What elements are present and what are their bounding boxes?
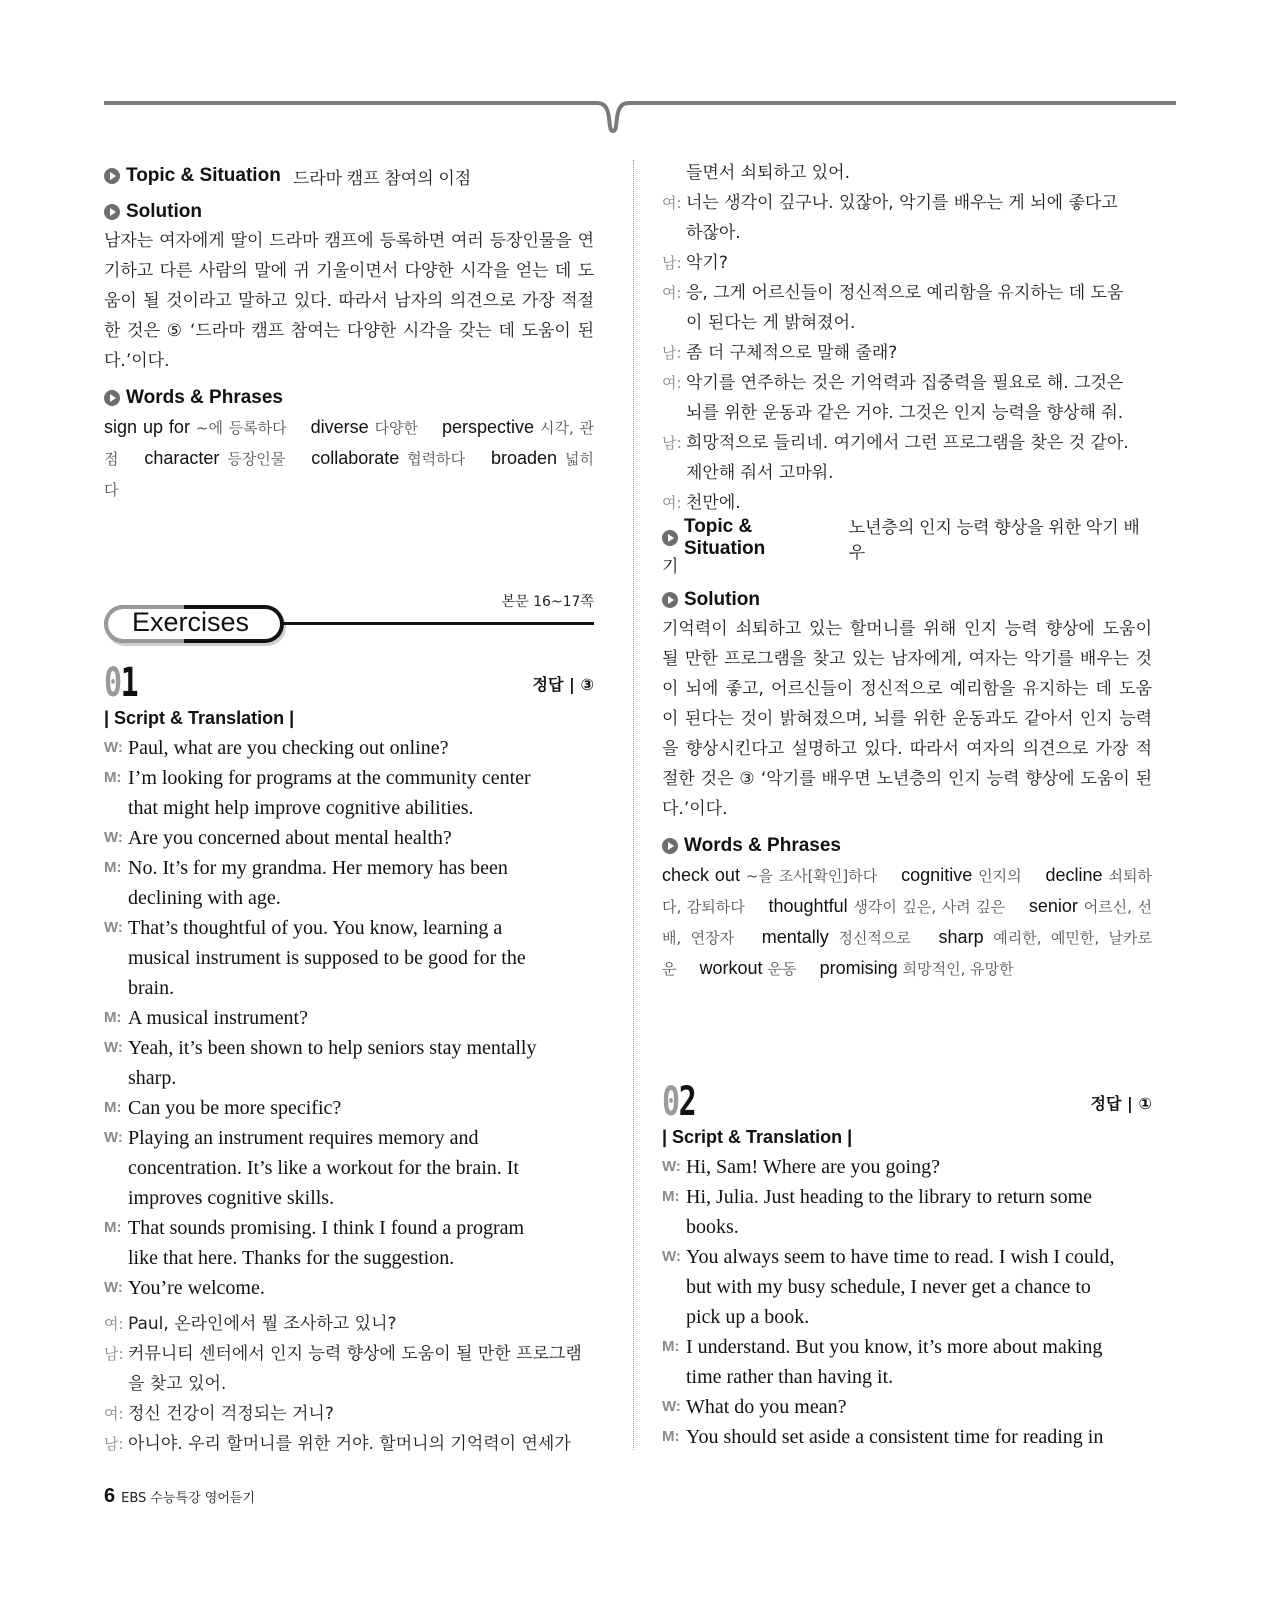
script-english: W: Paul, what are you checking out online? M: I’m looking for programs at the community center that might help improve cognitive abilities. W: Are you concerned about mental health? M: No. It’s for my grandma. Her memory has been declining with age. W: That’s thoughtful of you. You know, learning a musical instrument is supposed to be good for the brain. M: A musical instrument? W: Yeah, it’s been shown to help seniors stay mentally sharp. M: Can you be more specific? W: Playing an instrument requires memory and concentration. It’s like a workout for the brain. It improves cognitive skills. M: That sounds promising. I think I found a program like that here. Thanks for the suggestion. W: You’re welcome. (104, 733, 594, 1303)
top-decorative-rule (104, 96, 1176, 146)
play-bullet-icon (104, 168, 120, 184)
dialogue-line: 여: 너는 생각이 깊구나. 있잖아, 악기를 배우는 게 뇌에 좋다고 (662, 193, 1118, 213)
question-header-02 (662, 1074, 1152, 1125)
dialogue-line: W: That’s thoughtful of you. You know, learning a (104, 917, 503, 939)
exercises-banner (104, 594, 594, 649)
dialogue-line: M: No. It’s for my grandma. Her memory has been (104, 857, 508, 879)
dialogue-line: M: That sounds promising. I think I found a program (104, 1217, 525, 1239)
dialogue-line: 남: 커뮤니티 센터에서 인지 능력 향상에 도움이 될 만한 프로그램 (104, 1344, 582, 1364)
dialogue-line: M: A musical instrument? (104, 1007, 308, 1029)
solution-heading: Solution (662, 586, 1152, 614)
solution-text: 기억력이 쇠퇴하고 있는 할머니를 위해 인지 능력 향상에 도움이 될 만한 프로그램을 찾고 있는 남자에게, 여자는 악기를 배우는 것이 뇌에 좋고, 어르신들이 정신적으로 예리함을 유지하는 데 도움이 된다는 것이 밝혀졌으며, 뇌를 위한 운동과도 같아서 인지 능력을 향상시킨다고 설명하고 있다. 따라서 여자의 의견으로 가장 적절한 것은 ③ ‘악기를 배우면 노년층의 인지 능력 향상에 도움이 된다.’이다. (662, 619, 1152, 819)
dialogue-line: M: I’m looking for programs at the community center (104, 767, 531, 789)
question-header-01 (104, 655, 594, 706)
script-english: W: Hi, Sam! Where are you going? M: Hi, Julia. Just heading to the library to return some books. W: You always seem to have time to read. I wish I could, but with my busy schedule, I never get a chance to pick up a book. M: I understand. But you know, it’s more about making time rather than having it. W: What do you mean? M: You should set aside a consistent time for reading in (662, 1152, 1152, 1452)
dialogue-line: 남: 아니야. 우리 할머니를 위한 거야. 할머니의 기억력이 연세가 (104, 1434, 571, 1454)
words-phrases-heading: Words & Phrases (662, 832, 1152, 860)
play-bullet-icon (104, 204, 120, 220)
script-translation-heading: | Script & Translation | (104, 708, 295, 728)
topic-value: 드라마 캠프 참여의 이점 (292, 168, 472, 188)
right-column (662, 158, 1152, 1452)
script-korean: 여: Paul, 온라인에서 뭘 조사하고 있니? 남: 커뮤니티 센터에서 인지 능력 향상에 도움이 될 만한 프로그램 을 찾고 있어. 여: 정신 건강이 걱정되는 거니? 남: 아니야. 우리 할머니를 위한 거야. 할머니의 기억력이 연세가 (104, 1309, 594, 1459)
topic-situation-heading: Topic & Situation 노년층의 인지 능력 향상을 위한 악기 배우 (662, 524, 1152, 552)
vocabulary-list: sign up for ~에 등록하다 diverse 다양한 perspective 시각, 관점 character 등장인물 collaborate 협력하다 broaden 넓히다 (104, 417, 594, 499)
dialogue-line: 남: 악기? (662, 253, 728, 273)
dialogue-line: W: What do you mean? (662, 1396, 847, 1418)
dialogue-line: W: Paul, what are you checking out online? (104, 737, 449, 759)
dialogue-line: M: You should set aside a consistent time for reading in (662, 1426, 1104, 1448)
page-number: 6 (104, 1485, 116, 1507)
dialogue-line: M: Hi, Julia. Just heading to the library to return some (662, 1186, 1093, 1208)
dialogue-line: 여: Paul, 온라인에서 뭘 조사하고 있니? (104, 1314, 397, 1334)
words-phrases-heading: Words & Phrases (104, 384, 594, 412)
play-bullet-icon (662, 838, 678, 854)
dialogue-line: 여: 천만에. (662, 493, 741, 513)
book-title: EBS 수능특강 영어듣기 (121, 1491, 256, 1506)
dialogue-line: 여: 정신 건강이 걱정되는 거니? (104, 1404, 334, 1424)
script-korean-continued: 들면서 쇠퇴하고 있어. 여: 너는 생각이 깊구나. 있잖아, 악기를 배우는 게 뇌에 좋다고 하잖아. 남: 악기? 여: 응, 그게 어르신들이 정신적으로 예리함을 유지하는 데 도움 이 된다는 게 밝혀졌어. 남: 좀 더 구체적으로 말해 줄래? 여: 악기를 연주하는 것은 기억력과 집중력을 필요로 해. 그것은 뇌를 위한 운동과 같은 거야. 그것은 인지 능력을 향상해 줘. 남: 희망적으로 들리네. 여기에서 그런 프로그램을 찾은 것 같아. 제안해 줘서 고마워. 여: 천만에. (662, 158, 1152, 518)
topic-value: 노년층의 인지 능력 향상을 위한 악기 배우 (848, 518, 1140, 562)
dialogue-line: W: Hi, Sam! Where are you going? (662, 1156, 940, 1178)
dialogue-line: 여: 응, 그게 어르신들이 정신적으로 예리함을 유지하는 데 도움 (662, 283, 1124, 303)
left-column (104, 158, 594, 1459)
dialogue-line: W: Playing an instrument requires memory and (104, 1127, 479, 1149)
dialogue-line: W: You always seem to have time to read. I wish I could, (662, 1246, 1115, 1268)
solution-text: 남자는 여자에게 딸이 드라마 캠프에 등록하면 여러 등장인물을 연기하고 다른 사람의 말에 귀 기울이면서 다양한 시각을 얻는 데 도움이 될 것이라고 말하고 있다. 따라서 남자의 의견으로 가장 적절한 것은 ⑤ ‘드라마 캠프 참여는 다양한 시각을 갖는 데 도움이 된다.’이다. (104, 231, 594, 371)
page-reference: 본문 16~17쪽 (501, 594, 594, 610)
exercises-rule (282, 622, 594, 625)
play-bullet-icon (662, 592, 678, 608)
column-divider (633, 160, 634, 1450)
topic-situation-heading: Topic & Situation 드라마 캠프 참여의 이점 (104, 162, 594, 190)
question-number: 01 (104, 660, 138, 706)
answer-badge: 정답 | ③ (532, 675, 594, 694)
dialogue-line: 남: 희망적으로 들리네. 여기에서 그런 프로그램을 찾은 것 같아. (662, 433, 1129, 453)
answer-badge: 정답 | ① (1090, 1094, 1152, 1113)
page-footer (104, 1485, 255, 1508)
dialogue-line: 남: 좀 더 구체적으로 말해 줄래? (662, 343, 898, 363)
solution-heading: Solution (104, 198, 594, 226)
dialogue-line: W: You’re welcome. (104, 1277, 265, 1299)
topic-value-continued: 기 (662, 557, 679, 576)
dialogue-line: M: I understand. But you know, it’s more about making (662, 1336, 1103, 1358)
exercises-label: Exercises (132, 607, 250, 637)
vocabulary-list: check out ~을 조사[확인]하다 cognitive 인지의 decline 쇠퇴하다, 감퇴하다 thoughtful 생각이 깊은, 사려 깊은 senior 어르신, 선배, 연장자 mentally 정신적으로 sharp 예리한, 예민한, 날카로운 workout 운동 promising 희망적인, 유망한 (662, 865, 1152, 978)
question-number: 02 (662, 1079, 696, 1125)
play-bullet-icon (104, 390, 120, 406)
script-translation-heading: | Script & Translation | (662, 1127, 853, 1147)
dialogue-line: W: Yeah, it’s been shown to help seniors stay mentally (104, 1037, 537, 1059)
dialogue-line: W: Are you concerned about mental health? (104, 827, 452, 849)
dialogue-line: M: Can you be more specific? (104, 1097, 342, 1119)
play-bullet-icon (662, 530, 678, 546)
dialogue-line: 여: 악기를 연주하는 것은 기억력과 집중력을 필요로 해. 그것은 (662, 373, 1124, 393)
